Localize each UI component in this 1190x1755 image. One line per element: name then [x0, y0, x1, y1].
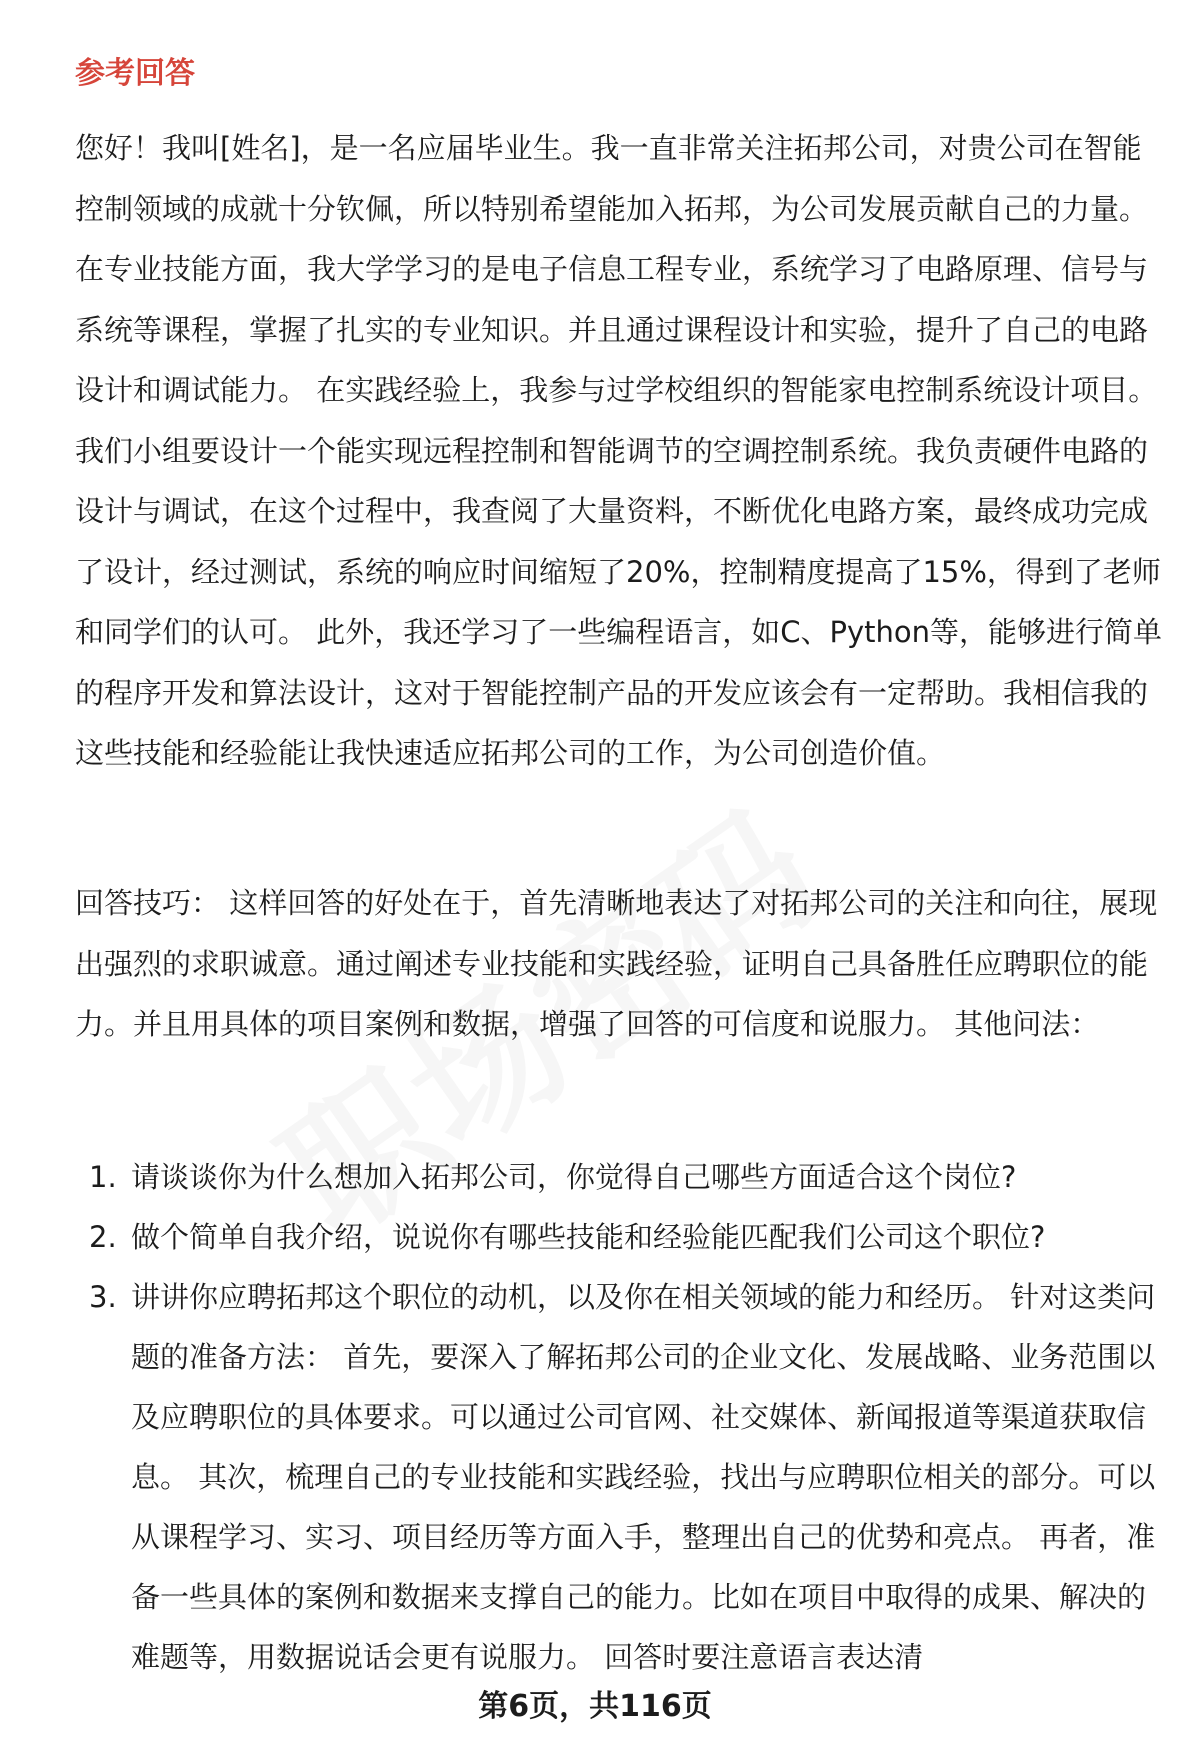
page-number: 第6页，共116页 [478, 1689, 712, 1724]
list-item-text: 请谈谈你为什么想加入拓邦公司，你觉得自己哪些方面适合这个岗位? [131, 1160, 1017, 1194]
list-item [75, 1207, 1165, 1267]
section-heading: 参考回答 [75, 56, 195, 91]
list-item [75, 1267, 1165, 1687]
list-item-text: 讲讲你应聘拓邦这个职位的动机，以及你在相关领域的能力和经历。 针对这类问题的准备方法： 首先，要深入了解拓邦公司的企业文化、发展战略、业务范围以及应聘职位的具体要求。可以通过公司官网、社交媒体、新闻报道等渠道获取信息。 其次，梳理自己的专业技能和实践经验，找出与应聘职位相关的部分。可以从课程学习、实习、项目经历等方面入手，整理出自己的优势和亮点。 再者，准备一些具体的案例和数据来支撑自己的能力。比如在项目中取得的成果、解决的难题等，用数据说话会更有说服力。 回答时要注意语言表达清 [131, 1280, 1156, 1674]
list-item [75, 1147, 1165, 1207]
answer-paragraph: 您好！我叫[姓名]，是一名应届毕业生。我一直非常关注拓邦公司，对贵公司在智能控制领域的成就十分钦佩，所以特别希望能加入拓邦，为公司发展贡献自己的力量。 在专业技能方面，我大学学习的是电子信息工程专业，系统学习了电路原理、信号与系统等课程，掌握了扎实的专业知识。并且通过课程设计和实验，提升了自己的电路设计和调试能力。 在实践经验上，我参与过学校组织的智能家电控制系统设计项目。我们小组要设计一个能实现远程控制和智能调节的空调控制系统。我负责硬件电路的设计与调试，在这个过程中，我查阅了大量资料，不断优化电路方案，最终成功完成了设计，经过测试，系统的响应时间缩短了20%，控制精度提高了15%，得到了老师和同学们的认可。 此外，我还学习了一些编程语言，如C、Python等，能够进行简单的程序开发和算法设计，这对于智能控制产品的开发应该会有一定帮助。我相信我的这些技能和经验能让我快速适应拓邦公司的工作，为公司创造价值。 [75, 131, 1162, 770]
question-list [75, 1147, 1165, 1687]
list-item-number: 2. [89, 1220, 117, 1254]
list-item-text: 做个简单自我介绍，说说你有哪些技能和经验能匹配我们公司这个职位? [131, 1220, 1046, 1254]
list-item-number: 3. [89, 1280, 117, 1314]
list-item-number: 1. [89, 1160, 117, 1194]
tips-paragraph: 回答技巧： 这样回答的好处在于，首先清晰地表达了对拓邦公司的关注和向往，展现出强烈的求职诚意。通过阐述专业技能和实践经验，证明自己具备胜任应聘职位的能力。并且用具体的项目案例和数据，增强了回答的可信度和说服力。 其他问法： [75, 886, 1158, 1041]
